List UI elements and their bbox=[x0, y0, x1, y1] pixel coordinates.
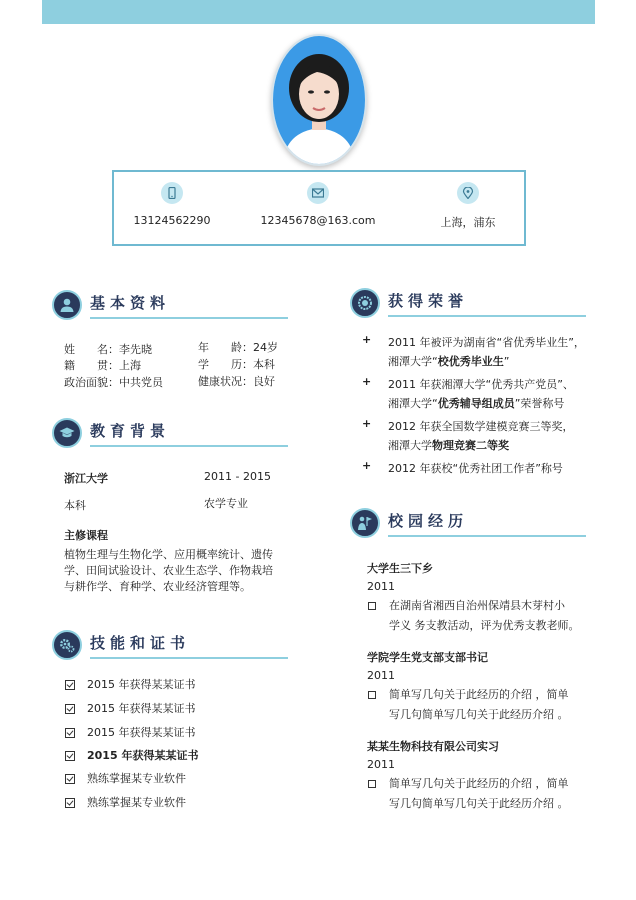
origin-row bbox=[64, 357, 141, 374]
honor-text: ”荣誉称号 bbox=[514, 397, 565, 410]
age-row bbox=[198, 339, 278, 356]
honor-text: 湘潭大学“ bbox=[388, 397, 438, 410]
honor-line: 2012 年获校“优秀社团工作者”称号 bbox=[388, 462, 563, 475]
checkbox-icon bbox=[65, 680, 75, 690]
skill-item: 2015 年获得某某证书 bbox=[87, 678, 196, 691]
square-bullet-icon bbox=[368, 691, 376, 699]
section-campus-title: 校园经历 bbox=[388, 512, 469, 530]
name-row bbox=[64, 341, 152, 358]
courses-line: 与耕作学、育种学、农业经济管理等。 bbox=[64, 580, 251, 593]
skill-item: 熟练掌握某专业软件 bbox=[87, 772, 186, 785]
section-divider bbox=[90, 445, 288, 447]
politics-value: 中共党员 bbox=[119, 376, 163, 389]
top-accent-bar bbox=[42, 0, 595, 24]
edu-value: 本科 bbox=[253, 358, 275, 371]
name-value: 李先晓 bbox=[119, 343, 152, 356]
degree: 本科 bbox=[64, 499, 86, 512]
courses-line: 植物生理与生物化学、应用概率统计、遗传 bbox=[64, 548, 273, 561]
graduation-cap-icon bbox=[52, 418, 82, 448]
honor-line: 2012 年获全国数学建模竞赛三等奖， bbox=[388, 420, 574, 433]
campus-entry-desc: 在湖南省湘西自治州保靖县木芽村小 bbox=[389, 599, 565, 612]
campus-entry-title: 学院学生党支部支部书记 bbox=[367, 651, 488, 664]
school-name: 浙江大学 bbox=[64, 472, 108, 485]
section-divider bbox=[90, 657, 288, 659]
age-label: 年 龄： bbox=[198, 341, 253, 354]
campus-entry-title: 大学生三下乡 bbox=[367, 562, 433, 575]
checkbox-icon bbox=[65, 751, 75, 761]
checkbox-icon bbox=[65, 774, 75, 784]
honor-text: 湘潭大学“ bbox=[388, 355, 438, 368]
contact-phone bbox=[102, 182, 242, 227]
health-row bbox=[198, 373, 275, 390]
education-period: 2011 - 2015 bbox=[204, 470, 271, 483]
user-icon bbox=[52, 290, 82, 320]
section-education-title: 教育背景 bbox=[90, 422, 171, 440]
contact-location bbox=[398, 182, 538, 230]
skill-item: 2015 年获得某某证书 bbox=[87, 726, 196, 739]
section-divider bbox=[388, 315, 586, 317]
plus-bullet-icon: + bbox=[362, 459, 372, 472]
honor-text: 湘潭大学 bbox=[388, 439, 432, 452]
person-flag-icon bbox=[350, 508, 380, 538]
honor-line: 2011 年被评为湖南省“省优秀毕业生”， bbox=[388, 336, 585, 349]
section-basic-title: 基本资料 bbox=[90, 294, 171, 312]
checkbox-icon bbox=[65, 704, 75, 714]
phone-icon bbox=[161, 182, 183, 204]
section-divider bbox=[90, 317, 288, 319]
honor-line bbox=[388, 437, 509, 454]
campus-entry-desc: 简单写几句关于此经历的介绍 ，简单 bbox=[389, 777, 569, 790]
honor-emphasis: 优秀辅导组成员 bbox=[437, 397, 515, 410]
courses-title: 主修课程 bbox=[64, 529, 108, 542]
square-bullet-icon bbox=[368, 602, 376, 610]
campus-entry-title: 某某生物科技有限公司实习 bbox=[367, 740, 499, 753]
edu-row bbox=[198, 356, 275, 373]
contact-box bbox=[112, 170, 526, 246]
honor-line bbox=[388, 353, 509, 370]
checkbox-icon bbox=[65, 728, 75, 738]
origin-label: 籍 贯： bbox=[64, 359, 119, 372]
location-text: 上海，浦东 bbox=[440, 216, 496, 229]
checkbox-icon bbox=[65, 798, 75, 808]
location-pin-icon bbox=[457, 182, 479, 204]
email-address: 12345678@163.com bbox=[260, 214, 376, 227]
skill-item: 2015 年获得某某证书 bbox=[87, 702, 196, 715]
campus-entry-year: 2011 bbox=[367, 758, 395, 771]
health-label: 健康状况： bbox=[198, 375, 253, 388]
campus-entry-desc: 简单写几句关于此经历的介绍 ，简单 bbox=[389, 688, 569, 701]
medal-icon bbox=[350, 288, 380, 318]
campus-entry-desc: 学义 务支教活动，评为优秀支教老师。 bbox=[389, 619, 580, 632]
plus-bullet-icon: + bbox=[362, 417, 372, 430]
section-honors-title: 获得荣誉 bbox=[388, 292, 469, 310]
honor-text: ” bbox=[503, 355, 510, 368]
edu-label: 学 历： bbox=[198, 358, 253, 371]
plus-bullet-icon: + bbox=[362, 333, 372, 346]
honor-line: 2011 年获湘潭大学“优秀共产党员”、 bbox=[388, 378, 574, 391]
campus-entry-year: 2011 bbox=[367, 580, 395, 593]
profile-photo bbox=[271, 34, 367, 166]
health-value: 良好 bbox=[253, 375, 275, 388]
section-education-header bbox=[52, 418, 288, 452]
mail-icon bbox=[307, 182, 329, 204]
section-campus-header bbox=[350, 508, 590, 542]
skill-item: 熟练掌握某专业软件 bbox=[87, 796, 186, 809]
square-bullet-icon bbox=[368, 780, 376, 788]
section-skills-title: 技能和证书 bbox=[90, 634, 191, 652]
age-value: 24岁 bbox=[253, 341, 278, 354]
section-honors-header bbox=[350, 288, 590, 322]
skill-item: 2015 年获得某某证书 bbox=[87, 749, 199, 762]
section-basic-header bbox=[52, 290, 288, 324]
gears-icon bbox=[52, 630, 82, 660]
name-label: 姓 名： bbox=[64, 343, 119, 356]
politics-label: 政治面貌： bbox=[64, 376, 119, 389]
honor-emphasis: 校优秀毕业生 bbox=[437, 355, 504, 368]
section-divider bbox=[388, 535, 586, 537]
origin-value: 上海 bbox=[119, 359, 141, 372]
campus-entry-desc: 写几句简单写几句关于此经历介绍 。 bbox=[389, 708, 569, 721]
campus-entry-year: 2011 bbox=[367, 669, 395, 682]
honor-line bbox=[388, 395, 564, 412]
courses-line: 学、田间试验设计、农业生态学、作物栽培 bbox=[64, 564, 273, 577]
honor-emphasis: 物理竞赛二等奖 bbox=[432, 439, 509, 452]
plus-bullet-icon: + bbox=[362, 375, 372, 388]
section-skills-header bbox=[52, 630, 288, 664]
campus-entry-desc: 写几句简单写几句关于此经历介绍 。 bbox=[389, 797, 569, 810]
major: 农学专业 bbox=[204, 497, 248, 510]
contact-email bbox=[248, 182, 388, 227]
phone-number: 13124562290 bbox=[133, 214, 211, 227]
politics-row bbox=[64, 374, 163, 391]
